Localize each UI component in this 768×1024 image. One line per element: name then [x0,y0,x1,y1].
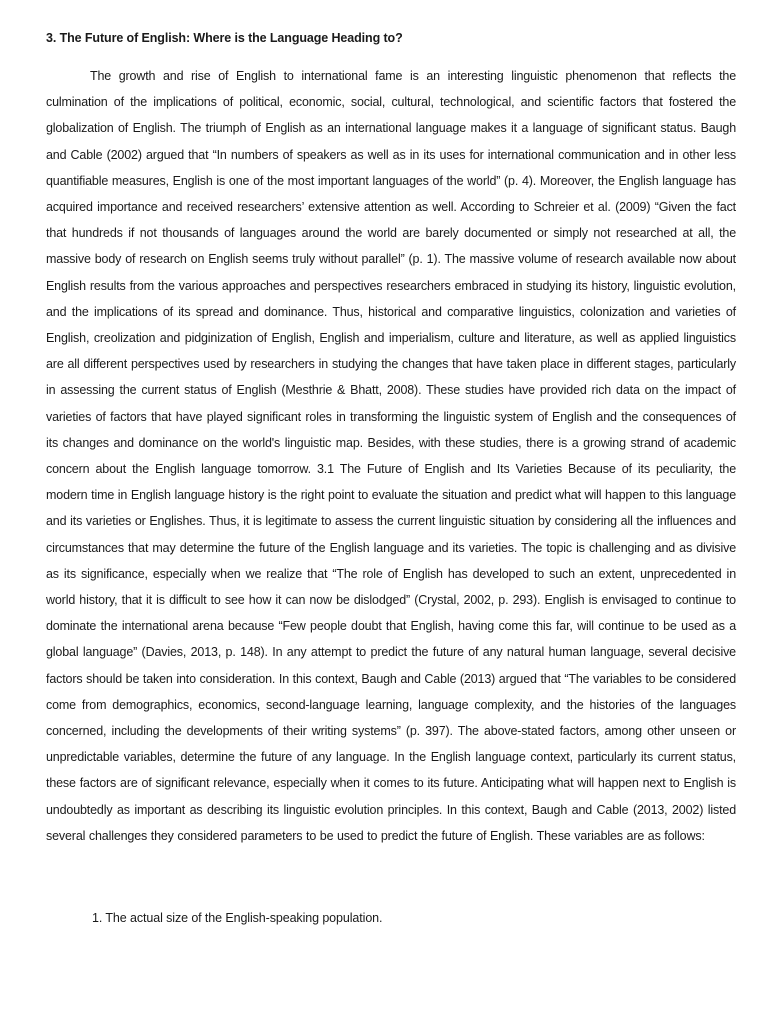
section-heading: 3. The Future of English: Where is the Language Heading to? [46,31,403,45]
list-item: 1. The actual size of the English-speaking population. [92,911,383,925]
body-paragraph: The growth and rise of English to international fame is an interesting linguistic phenomenon that reflects the culmination of the implications of political, economic, social, cultural, technological, and scientific factors that fostered the globalization of English. The triumph of English as an international language makes it a language of significant status. Baugh and Cable (2002) argued that “In numbers of speakers as well as in its uses for international communication and in other less quantifiable measures, English is one of the most important languages of the world” (p. 4). Moreover, the English language has acquired importance and received researchers’ extensive attention as well. According to Schreier et al. (2009) “Given the fact that hundreds if not thousands of languages around the world are barely documented or simply not researched at all, the massive body of research on English seems truly without parallel” (p. 1). The massive volume of research available now about English results from the various approaches and perspectives researchers embraced in studying its history, linguistic evolution, and the implications of its spread and dominance. Thus, historical and comparative linguistics, colonization and varieties of English, creolization and pidginization of English, English and imperialism, culture and literature, as well as applied linguistics are all different perspectives used by researchers in studying the changes that have taken place in different stages, particularly in assessing the current status of English (Mesthrie & Bhatt, 2008). These studies have provided rich data on the impact of varieties of factors that have played significant roles in transforming the linguistic system of English and the consequences of its changes and dominance on the world's linguistic map. Besides, with these studies, there is a growing strand of academic concern about the English language tomorrow. 3.1 The Future of English and Its Varieties Because of its peculiarity, the modern time in English language history is the right point to evaluate the situation and predict what will happen to this language and its varieties or Englishes. Thus, it is legitimate to assess the current linguistic situation by considering all the influences and circumstances that may determine the future of the English language and its varieties. The topic is challenging and as divisive as its significance, especially when we realize that “The role of English has developed to such an extent, unprecedented in world history, that it is difficult to see how it can now be dislodged” (Crystal, 2002, p. 293). English is envisaged to continue to dominate the international arena because “Few people doubt that English, having come this far, will continue to be used as a global language” (Davies, 2013, p. 148). In any attempt to predict the future of any natural human language, several decisive factors should be taken into consideration. In this context, Baugh and Cable (2013) argued that “The variables to be considered come from demographics, economics, second-language learning, language complexity, and the histories of the languages concerned, including the developments of their writing systems” (p. 397). The above-stated factors, among other unseen or unpredictable variables, determine the future of any language. In the English language context, particularly its current status, these factors are of significant relevance, especially when it comes to its future. Anticipating what will happen next to English is undoubtedly as important as describing its linguistic evolution principles. In this context, Baugh and Cable (2013, 2002) listed several challenges they considered parameters to be used to predict the future of English. These variables are as follows: [46,69,736,843]
